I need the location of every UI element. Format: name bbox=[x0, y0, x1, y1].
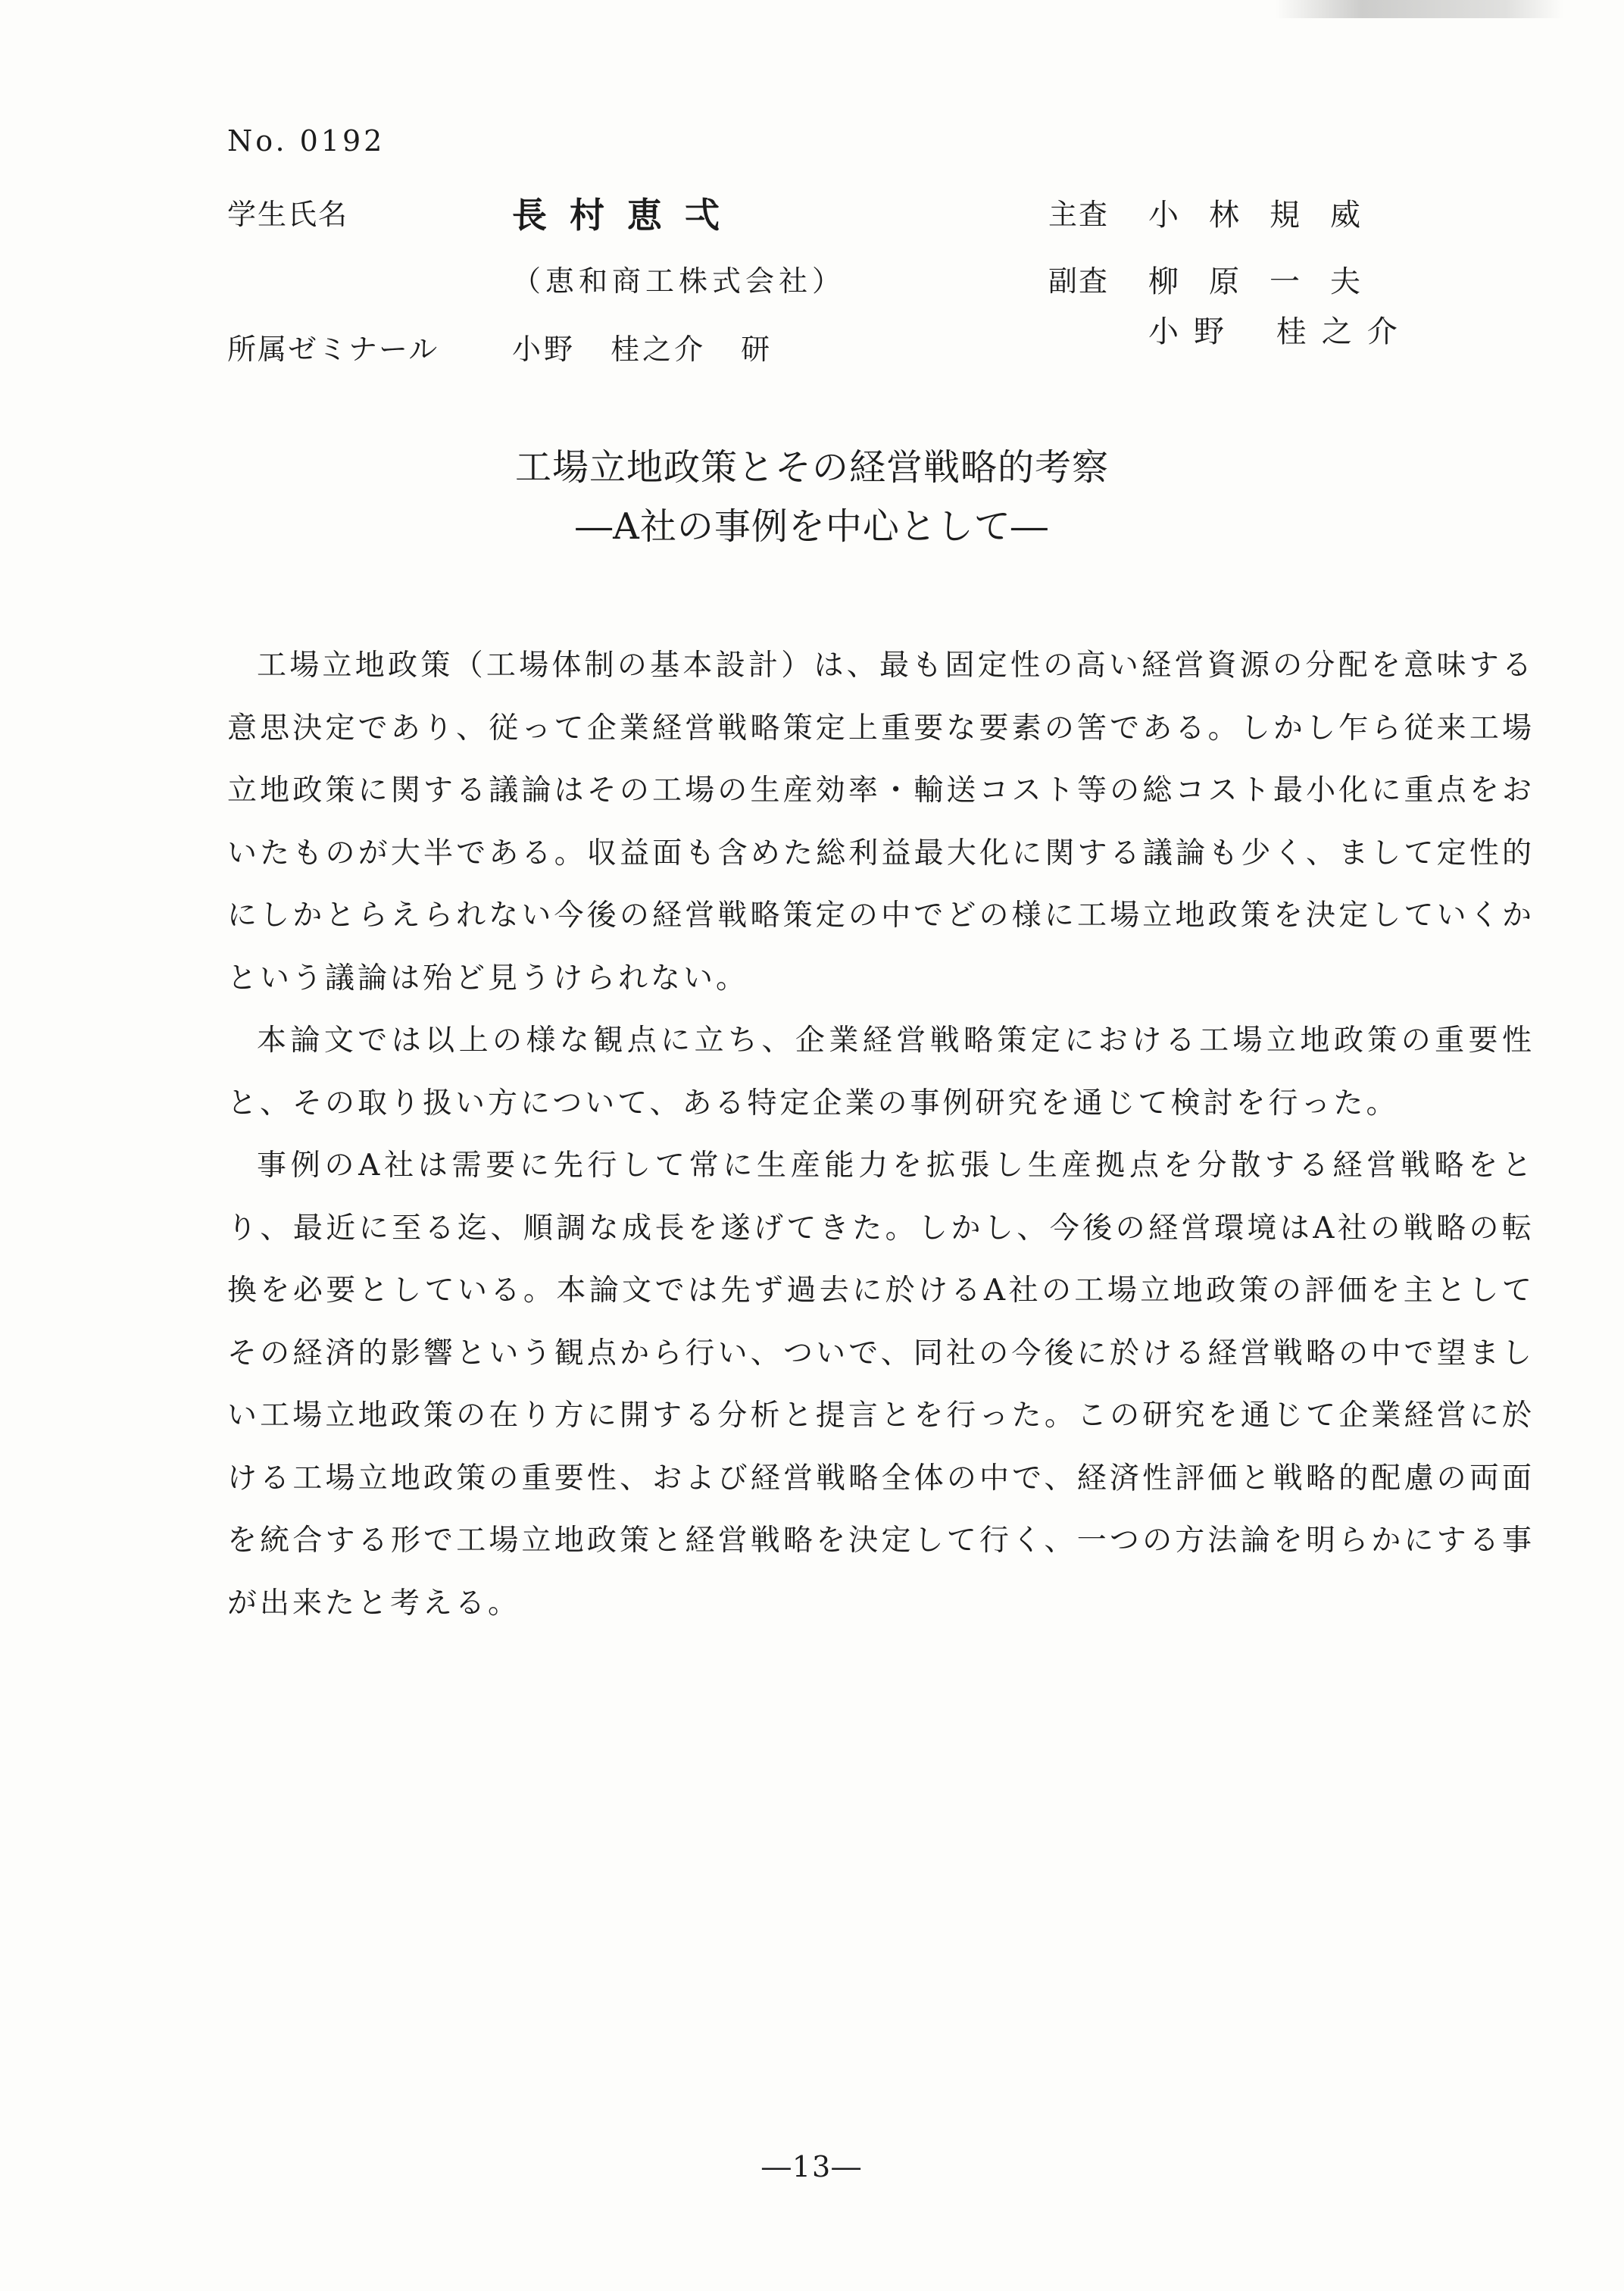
student-company: （恵和商工株式会社） bbox=[512, 264, 846, 298]
thesis-subtitle: ―A社の事例を中心として― bbox=[576, 505, 1048, 548]
vice-examiner-label: 副査 bbox=[1048, 264, 1110, 298]
seminar-label: 所属ゼミナール bbox=[227, 333, 439, 366]
chief-examiner-label: 主査 bbox=[1048, 198, 1110, 231]
abstract-body bbox=[227, 635, 1535, 1635]
student-name: 長村恵弌 bbox=[512, 195, 742, 236]
chief-examiner-name: 小林規威 bbox=[1148, 198, 1391, 233]
seminar-name: 小野 桂之介 研 bbox=[512, 333, 773, 366]
abstract-paragraph: 事例のA社は需要に先行して常に生産能力を拡張し生産拠点を分散する経営戦略をとり、最近に至る迄、順調な成長を遂げてきた。しかし、今後の経営環境はA社の戦略の転換を必要としている。本論文では先ず過去に於けるA社の工場立地政策の評価を主としてその経済的影響という観点から行い、ついで、同社の今後に於ける経営戦略の中で望ましい工場立地政策の在り方に開する分析と提言とを行った。この研究を通じて企業経営に於ける工場立地政策の重要性、および経営戦略全体の中で、経済性評価と戦略的配慮の両面を統合する形で工場立地政策と経営戦略を決定して行く、一つの方法論を明らかにする事が出来たと考える。 bbox=[227, 1149, 1535, 1621]
student-name-label: 学生氏名 bbox=[227, 198, 349, 231]
page-number: ―13― bbox=[761, 2150, 863, 2183]
vice-examiner-name: 柳原一夫 bbox=[1148, 264, 1391, 299]
thesis-title-block bbox=[0, 438, 1624, 556]
document-number: No. 0192 bbox=[227, 124, 386, 158]
thesis-title: 工場立地政策とその経営戦略的考察 bbox=[514, 446, 1109, 489]
scan-artifact bbox=[1276, 0, 1563, 18]
vice-examiner-name: 小野 桂之介 bbox=[1148, 314, 1413, 349]
abstract-paragraph: 工場立地政策（工場体制の基本設計）は、最も固定性の高い経営資源の分配を意味する意思決定であり、従って企業経営戦略策定上重要な要素の筈である。しかし乍ら従来工場立地政策に関する議論はその工場の生産効率・輸送コスト等の総コスト最小化に重点をおいたものが大半である。収益面も含めた総利益最大化に関する議論も少く、まして定性的にしかとらえられない今後の経営戦略策定の中でどの様に工場立地政策を決定していくかという議論は殆ど見うけられない。 bbox=[227, 649, 1535, 995]
abstract-paragraph: 本論文では以上の様な観点に立ち、企業経営戦略策定における工場立地政策の重要性と、その取り扱い方について、ある特定企業の事例研究を通じて検討を行った。 bbox=[227, 1024, 1535, 1120]
